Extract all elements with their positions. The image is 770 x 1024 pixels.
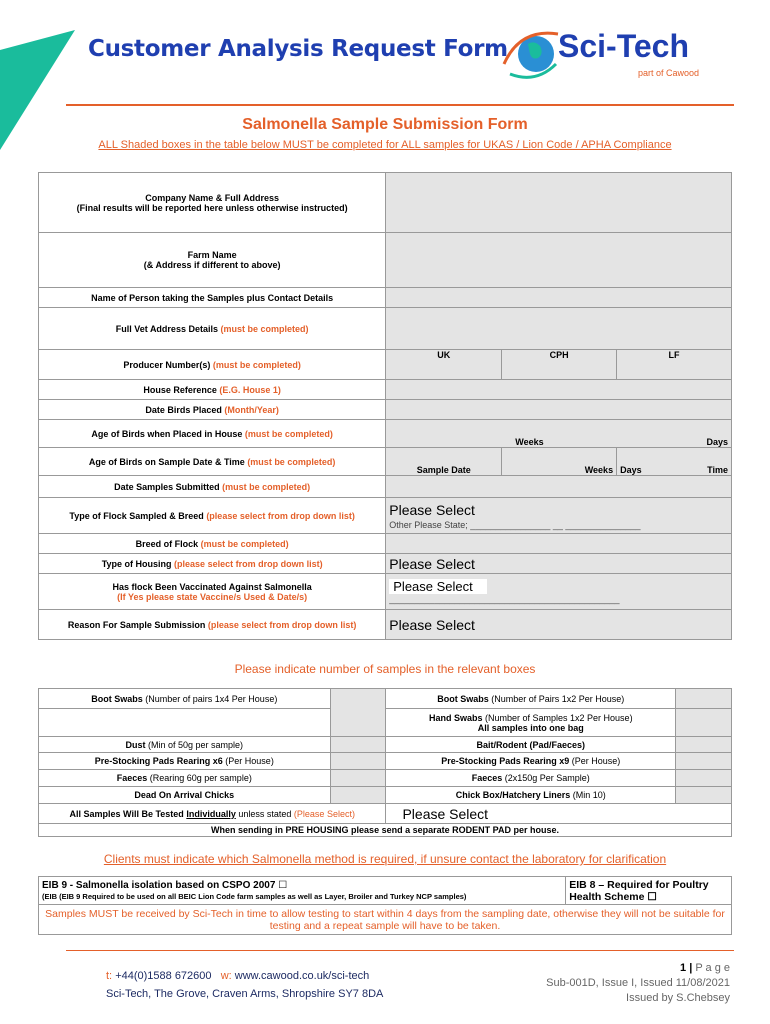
row-hand — [39, 709, 732, 737]
placed-field[interactable] — [386, 400, 732, 420]
flock-type-field — [386, 498, 732, 534]
row-flock-type — [39, 498, 732, 534]
doc-reference: Sub-001D, Issue I, Issued 11/08/2021 — [546, 977, 730, 989]
dust-label: Dust (Min of 50g per sample) — [39, 737, 331, 753]
footer-contact-line: t: +44(0)1588 672600 w: www.cawood.co.uk/sci-tech — [106, 970, 370, 982]
row-pads — [39, 753, 732, 770]
faeces-left-label: Faeces (Rearing 60g per sample) — [39, 770, 331, 787]
compliance-notice: ALL Shaded boxes in the table below MUST be completed for ALL samples for UKAS / Lion Code / APHA Compliance — [98, 139, 672, 151]
farm-field[interactable] — [386, 233, 732, 288]
housing-label: Type of Housing (please select from drop down list) — [39, 554, 386, 574]
row-dust — [39, 737, 732, 753]
age-placed-field[interactable]: Weeks Days — [386, 420, 732, 448]
eib9-checkbox[interactable]: ☐ — [278, 879, 288, 891]
row-producer — [39, 350, 732, 380]
header-rule — [66, 104, 734, 106]
vet-field[interactable] — [386, 308, 732, 350]
row-age-placed — [39, 420, 732, 448]
reason-label: Reason For Sample Submission (please select from drop down list) — [39, 610, 386, 640]
chick-count[interactable] — [676, 787, 732, 804]
eib9-option: EIB 9 - Salmonella isolation based on CSPO 2007 ☐ (EIB (EIB 9 Required to be used on all BEIC Lion Code farm samples as well as Layer, Broiler and Turkey NCP samples) — [39, 877, 566, 905]
logo-tagline: part of Cawood — [638, 68, 700, 78]
footer-address: Sci-Tech, The Grove, Craven Arms, Shropshire SY7 8DA — [106, 988, 384, 1000]
sample-days-time-field[interactable]: Days Time — [617, 448, 732, 476]
footer-page-info — [546, 962, 730, 1004]
company-label: Company Name & Full Address (Final results will be reported here unless otherwise instructed) — [39, 173, 386, 233]
rodent-note: When sending in PRE HOUSING please send a separate RODENT PAD per house. — [39, 824, 732, 837]
person-label: Name of Person taking the Samples plus Contact Details — [39, 288, 386, 308]
row-housing — [39, 554, 732, 574]
sample-weeks-field[interactable]: Weeks — [502, 448, 617, 476]
vaccinated-field — [386, 574, 732, 610]
samples-table — [38, 688, 732, 837]
row-vet — [39, 308, 732, 350]
eib8-option: EIB 8 – Required for Poultry Health Scheme ☐ — [566, 877, 732, 905]
pads9-label: Pre-Stocking Pads Rearing x9 (Per House) — [386, 753, 676, 770]
bait-count[interactable] — [676, 737, 732, 753]
row-warning — [39, 905, 732, 935]
samples-heading: Please indicate number of samples in the relevant boxes — [234, 662, 536, 676]
age-placed-label: Age of Birds when Placed in House (must be completed) — [39, 420, 386, 448]
row-submitted — [39, 476, 732, 498]
row-eib — [39, 877, 732, 905]
row-placed — [39, 400, 732, 420]
logo-wordmark: Sci-Tech — [558, 28, 689, 64]
person-field[interactable] — [386, 288, 732, 308]
pads6-label: Pre-Stocking Pads Rearing x6 (Per House) — [39, 753, 331, 770]
row-vaccinated — [39, 574, 732, 610]
footer-rule — [66, 950, 734, 951]
boot-right-count[interactable] — [676, 689, 732, 709]
boot-left-label: Boot Swabs (Number of pairs 1x4 Per House) — [39, 689, 331, 709]
faeces-right-label: Faeces (2x150g Per Sample) — [386, 770, 676, 787]
issued-by: Issued by S.Chebsey — [626, 992, 730, 1004]
sample-details-table — [38, 172, 732, 640]
vet-label: Full Vet Address Details (must be completed) — [39, 308, 386, 350]
boot-left-spacer — [39, 709, 331, 737]
row-person — [39, 288, 732, 308]
breed-field[interactable] — [386, 534, 732, 554]
producer-label: Producer Number(s) (must be completed) — [39, 350, 386, 380]
website-link[interactable]: www.cawood.co.uk/sci-tech — [234, 970, 370, 982]
boot-right-label: Boot Swabs (Number of Pairs 1x2 Per House) — [386, 689, 676, 709]
submitted-label: Date Samples Submitted (must be completed) — [39, 476, 386, 498]
vaccinated-select[interactable]: Please Select — [389, 579, 487, 594]
page-title: Customer Analysis Request Form — [88, 36, 508, 62]
vaccinated-label: Has flock Been Vaccinated Against Salmonella (If Yes please state Vaccine/s Used & Date/s) — [39, 574, 386, 610]
eib8-checkbox[interactable]: ☐ — [647, 890, 657, 903]
row-age-sample — [39, 448, 732, 476]
row-faeces — [39, 770, 732, 787]
lf-field[interactable]: LF — [617, 350, 732, 380]
timing-warning: Samples MUST be received by Sci-Tech in time to allow testing to start within 4 days from the sampling date, otherwise they will not be suitable for testing and a repeat sample will have to be taken. — [39, 905, 732, 935]
flock-type-label: Type of Flock Sampled & Breed (please select from drop down list) — [39, 498, 386, 534]
bait-label: Bait/Rodent (Pad/Faeces) — [386, 737, 676, 753]
row-house — [39, 380, 732, 400]
sci-tech-logo — [500, 24, 740, 86]
cph-field[interactable]: CPH — [502, 350, 617, 380]
all-samples-select[interactable]: Please Select — [386, 804, 732, 824]
company-field[interactable] — [386, 173, 732, 233]
dust-count[interactable] — [330, 737, 386, 753]
uk-field[interactable]: UK — [386, 350, 502, 380]
form-heading: Salmonella Sample Submission Form — [242, 116, 528, 133]
house-field[interactable] — [386, 380, 732, 400]
flock-type-select[interactable]: Please Select — [389, 501, 475, 518]
row-farm — [39, 233, 732, 288]
globe-icon — [500, 24, 560, 84]
all-samples-label: All Samples Will Be Tested Individually unless stated (Please Select) — [39, 804, 386, 824]
row-boot — [39, 689, 732, 709]
chick-label: Chick Box/Hatchery Liners (Min 10) — [386, 787, 676, 804]
method-heading: Clients must indicate which Salmonella method is required, if unsure contact the laboratory for clarification — [103, 852, 667, 866]
other-state-field[interactable]: Other Please State; ________________ __ _______________ — [389, 519, 641, 530]
faeces-right-count[interactable] — [676, 770, 732, 787]
row-dead-chick — [39, 787, 732, 804]
house-label: House Reference (E.G. House 1) — [39, 380, 386, 400]
pads6-count[interactable] — [330, 753, 386, 770]
dead-count[interactable] — [330, 787, 386, 804]
dead-label: Dead On Arrival Chicks — [39, 787, 331, 804]
footer-contact — [106, 970, 383, 1000]
hand-count[interactable] — [676, 709, 732, 737]
row-rodent-note — [39, 824, 732, 837]
farm-label: Farm Name (& Address if different to above) — [39, 233, 386, 288]
row-breed — [39, 534, 732, 554]
vaccine-details-field[interactable]: ______________________________________________ — [389, 594, 620, 604]
faeces-left-count[interactable] — [330, 770, 386, 787]
row-reason — [39, 610, 732, 640]
boot-left-count[interactable] — [330, 689, 386, 737]
method-table — [38, 876, 732, 935]
row-company — [39, 173, 732, 233]
reason-select[interactable]: Please Select — [386, 610, 732, 640]
sample-date-field[interactable]: Sample Date — [386, 448, 502, 476]
page-number: 1 | P a g e — [680, 962, 730, 974]
breed-label: Breed of Flock (must be completed) — [39, 534, 386, 554]
placed-label: Date Birds Placed (Month/Year) — [39, 400, 386, 420]
row-all-samples — [39, 804, 732, 824]
submitted-field[interactable] — [386, 476, 732, 498]
pads9-count[interactable] — [676, 753, 732, 770]
age-sample-label: Age of Birds on Sample Date & Time (must be completed) — [39, 448, 386, 476]
housing-select[interactable]: Please Select — [386, 554, 732, 574]
hand-label: Hand Swabs (Number of Samples 1x2 Per House) All samples into one bag — [386, 709, 676, 737]
